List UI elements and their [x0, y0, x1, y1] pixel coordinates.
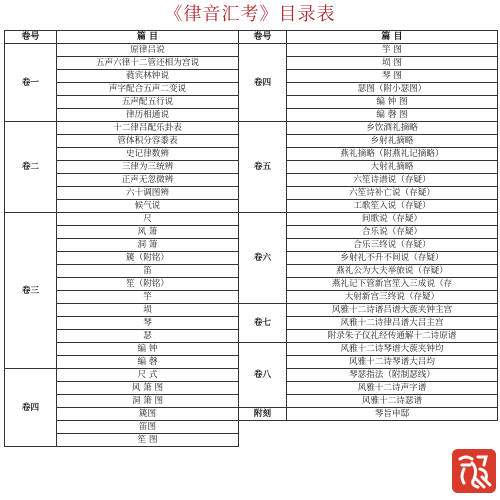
item-cell-left: 竽: [57, 291, 239, 304]
header-item-right: 篇 目: [287, 31, 498, 44]
item-cell-left: 六十调图辨: [57, 187, 239, 200]
item-cell-right: 合乐说（存疑）: [287, 226, 498, 239]
item-cell-left: 候气说: [57, 200, 239, 213]
item-cell-right: 燕礼公为大夫举旅说（存疑）: [287, 265, 498, 278]
item-cell-left: 编 钟: [57, 343, 239, 356]
seal-icon: [452, 449, 496, 493]
volume-cell-left: 卷三: [5, 213, 57, 369]
item-cell-left: 埙: [57, 304, 239, 317]
item-cell-left: 尺: [57, 213, 239, 226]
volume-cell-right: 卷八: [239, 343, 287, 408]
table-row: [5, 122, 498, 135]
volume-cell-right: 卷六: [239, 213, 287, 304]
item-cell-left: 洞 箫 图: [57, 395, 239, 408]
item-cell-left: 五声六律十二管还相为宫说: [57, 57, 239, 70]
item-cell-right: 燕礼记下管新宫笙入三成说（存: [287, 278, 498, 291]
item-cell-right: 乡饮酒礼摘略: [287, 122, 498, 135]
item-cell-left: 风 箫: [57, 226, 239, 239]
item-cell-right: 竽 图: [287, 44, 498, 57]
item-cell-left: 律历相通说: [57, 109, 239, 122]
item-cell-right: 瑟图（附小瑟图）: [287, 83, 498, 96]
item-cell-right: 乡射礼摘略: [287, 135, 498, 148]
page-title: 《律音汇考》目录表: [164, 4, 336, 25]
item-cell-left: 风 箫 图: [57, 382, 239, 395]
table-row: [5, 44, 498, 57]
item-cell-right: 乡射礼不升不间说（存疑）: [287, 252, 498, 265]
item-cell-right: 琴旨申邸: [287, 408, 498, 421]
item-cell-left: 管体积分容黍表: [57, 135, 239, 148]
item-cell-left: 原律吕说: [57, 44, 239, 57]
item-cell-right: 六笙诗补亡说（存疑）: [287, 187, 498, 200]
item-cell-right: 风雅十二诗谱吕谱大蔟夹钟主宫: [287, 304, 498, 317]
item-cell-left: 琴: [57, 317, 239, 330]
toc-table: [4, 30, 498, 447]
table-row: [5, 343, 498, 356]
volume-cell-right: 附刻: [239, 408, 287, 421]
table-row: [5, 213, 498, 226]
item-cell-left: 声字配合五声二变说: [57, 83, 239, 96]
item-cell-right: 工歌笙入说（存疑）: [287, 200, 498, 213]
item-cell-right: 埙 图: [287, 57, 498, 70]
item-cell-right: 琴瑟指法（附制瑟线）: [287, 369, 498, 382]
item-cell-left: 十二律吕配乐卦表: [57, 122, 239, 135]
volume-cell-left: 卷一: [5, 44, 57, 122]
item-cell-right: 风雅十二诗瑟谱: [287, 395, 498, 408]
volume-cell-right: 卷七: [239, 304, 287, 343]
volume-cell-right: 卷五: [239, 122, 287, 213]
item-cell-left: 笛: [57, 265, 239, 278]
item-cell-right: 风雅十二诗琴谱大蔟夹钟均: [287, 343, 498, 356]
volume-cell-left: 卷四: [5, 369, 57, 447]
item-cell-left: 五声配五行说: [57, 96, 239, 109]
item-cell-right: 合乐三终说（存疑）: [287, 239, 498, 252]
item-cell-right: 间歌说（存疑）: [287, 213, 498, 226]
table-row: [5, 434, 498, 447]
item-cell-left: 蕤宾林钟说: [57, 70, 239, 83]
item-cell-left: 篪（附铭）: [57, 252, 239, 265]
item-cell-right: 风雅十二诗律吕谱大吕主宫: [287, 317, 498, 330]
item-cell-left: 瑟: [57, 330, 239, 343]
item-cell-right: 编 钟 图: [287, 96, 498, 109]
toc-body: [5, 44, 498, 447]
item-cell-right: 六笙诗谱说（存疑）: [287, 174, 498, 187]
volume-cell-right: 卷四: [239, 44, 287, 122]
item-cell-right: 大射礼摘略: [287, 161, 498, 174]
item-cell-left: 笛图: [57, 421, 239, 434]
item-cell-left: 编 磬: [57, 356, 239, 369]
item-cell-right: 编 磬 图: [287, 109, 498, 122]
table-row: [5, 421, 498, 434]
item-cell-right: 燕礼摘略（附燕礼记摘略）: [287, 148, 498, 161]
header-item-left: 篇 目: [57, 31, 239, 44]
table-row: [5, 304, 498, 317]
item-cell-left: 篪图: [57, 408, 239, 421]
item-cell-right: 风雅十二诗声字谱: [287, 382, 498, 395]
item-cell-left: 笙（附铭）: [57, 278, 239, 291]
item-cell-left: 尺 式: [57, 369, 239, 382]
table-header-row: [5, 31, 498, 44]
item-cell-left: 三律为三统辨: [57, 161, 239, 174]
table-row: [5, 408, 498, 421]
header-volume-left: 卷号: [5, 31, 57, 44]
item-cell-left: 史记律数辨: [57, 148, 239, 161]
item-cell-left: 笙 图: [57, 434, 239, 447]
item-cell-left: 洞 箫: [57, 239, 239, 252]
item-cell-right: 大射新宫三终说（存疑）: [287, 291, 498, 304]
item-cell-right: 琴 图: [287, 70, 498, 83]
item-cell-right: 附录朱子仪礼经传通解十二诗原谱: [287, 330, 498, 343]
header-volume-right: 卷号: [239, 31, 287, 44]
seal-logo: [452, 449, 496, 493]
item-cell-left: 正声无忽微辨: [57, 174, 239, 187]
volume-cell-left: 卷二: [5, 122, 57, 213]
item-cell-right: 风雅十二诗琴谱大吕均: [287, 356, 498, 369]
